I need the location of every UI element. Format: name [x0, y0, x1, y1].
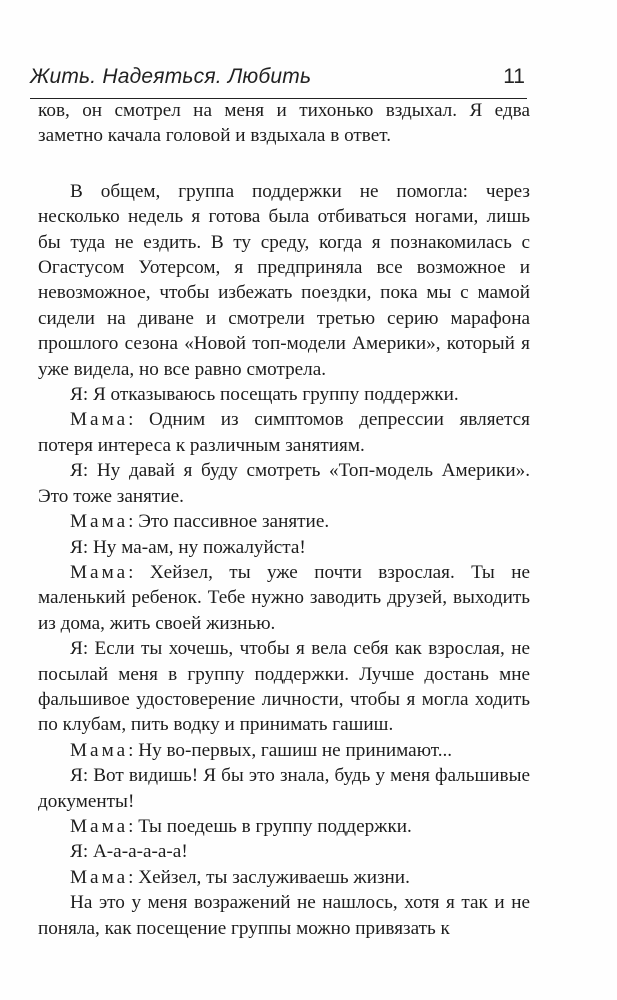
section-gap	[38, 149, 530, 179]
speaker-name: Я	[70, 384, 83, 406]
dialogue-line	[38, 839, 530, 864]
speaker-name: Мама	[70, 561, 129, 583]
dialogue-text: : Если ты хочешь, чтобы я вела себя как взрослая, не посылай меня в группу поддержки. Лучше достань мне фальшивое удостоверение личности, чтобы я могла ходить по клубам, пить водку и принимать гашиш.	[38, 638, 530, 736]
speaker-name: Я	[70, 638, 83, 660]
running-title: Жить. Надеяться. Любить	[30, 65, 312, 88]
paragraph: В общем, группа поддержки не помогла: через несколько недель я готова была отбиваться ногами, лишь бы туда не ездить. В ту среду, когда я познакомилась с Огастусом Уотерсом, я предприняла все возможное и невозможное, чтобы избежать поездки, пока мы с мамой сидели на диване и смотрели третью серию марафона прошлого сезона «Новой топ-модели Америки», который я уже видела, но все равно смотрела.	[38, 180, 530, 380]
speaker-name: Мама	[70, 866, 129, 888]
dialogue-text: : Хейзел, ты заслуживаешь жизни.	[128, 866, 410, 888]
dialogue-line	[38, 382, 530, 407]
speaker-name: Мама	[70, 739, 129, 761]
dialogue-text: : Ну во-первых, гашиш не принимают...	[128, 739, 453, 761]
paragraph: ков, он смотрел на меня и тихонько вздыхал. Я едва заметно качала головой и вздыхала в ответ.	[38, 100, 530, 147]
paragraph: На это у меня возражений не нашлось, хотя я так и не поняла, как посещение группы можно привязать к	[38, 892, 530, 939]
dialogue-text: : Ну давай я буду смотреть «Топ-модель Америки». Это тоже занятие.	[38, 460, 530, 507]
speaker-name: Я	[70, 765, 83, 787]
dialogue-text: : Ты поедешь в группу поддержки.	[128, 815, 412, 837]
page-body-text	[38, 98, 530, 941]
dialogue-line	[38, 738, 530, 763]
dialogue-line	[38, 636, 530, 738]
dialogue-line	[38, 535, 530, 560]
dialogue-text: : Хейзел, ты уже почти взрослая. Ты не маленький ребенок. Тебе нужно заводить друзей, выходить из дома, жить своей жизнью.	[38, 561, 530, 634]
dialogue-text: : Ну ма-ам, ну пожалуйста!	[82, 536, 306, 558]
dialogue-line	[38, 763, 530, 814]
page-number: 11	[503, 65, 525, 88]
speaker-name: Мама	[70, 511, 129, 533]
dialogue-line	[38, 509, 530, 534]
speaker-name: Я	[70, 536, 83, 558]
dialogue-line	[38, 407, 530, 458]
dialogue-line	[38, 865, 530, 890]
running-header	[30, 58, 527, 99]
dialogue-text: : Я отказываюсь посещать группу поддержки.	[82, 384, 459, 406]
speaker-name: Я	[70, 460, 83, 482]
speaker-name: Мама	[70, 409, 129, 431]
dialogue-text: : А-а-а-а-а-а!	[82, 841, 188, 863]
dialogue-line	[38, 458, 530, 509]
dialogue-line	[38, 560, 530, 636]
dialogue-text: : Это пассивное занятие.	[128, 511, 330, 533]
speaker-name: Я	[70, 841, 83, 863]
dialogue-text: : Одним из симптомов депрессии является потеря интереса к различным занятиям.	[38, 409, 530, 456]
speaker-name: Мама	[70, 815, 129, 837]
dialogue-line	[38, 814, 530, 839]
dialogue-text: : Вот видишь! Я бы это знала, будь у меня фальшивые документы!	[38, 765, 530, 812]
